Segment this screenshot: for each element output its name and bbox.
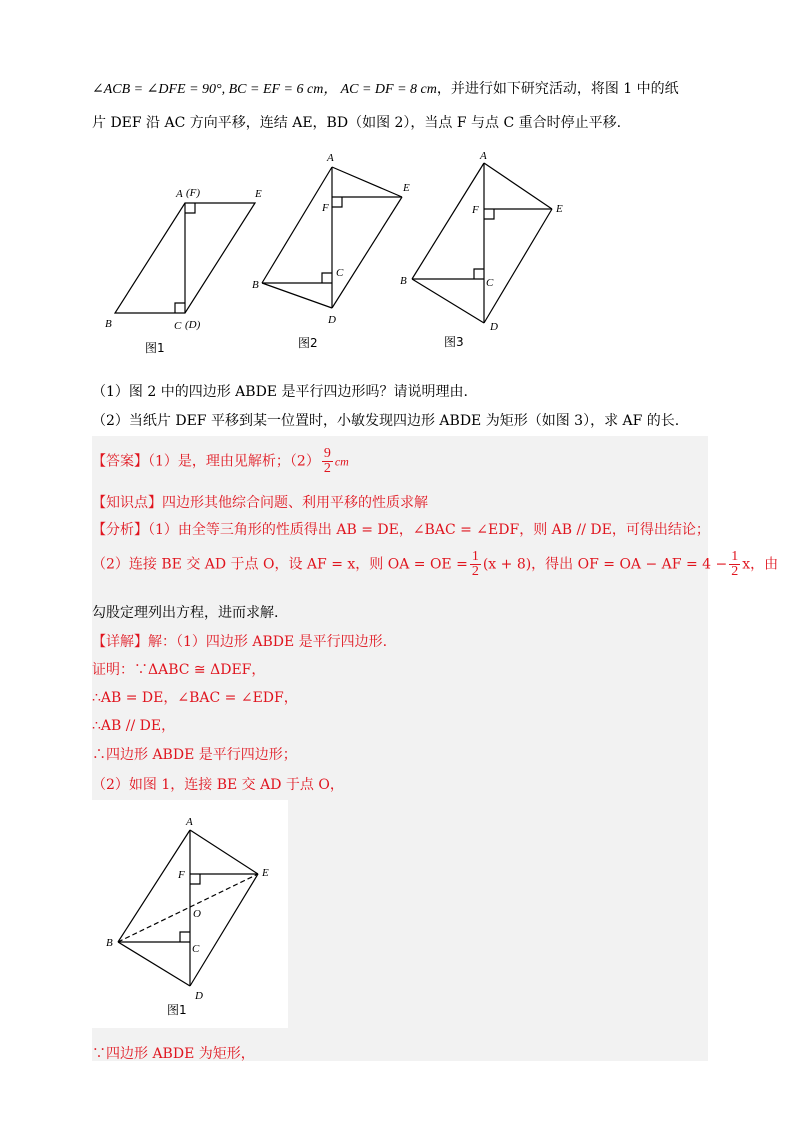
fig2-label-c: C: [336, 267, 344, 279]
figure-2: [262, 167, 402, 308]
solution-figure-box: [92, 800, 288, 1028]
knowledge-line: [92, 492, 428, 512]
analysis-line-3: 勾股定理列出方程，进而求解.: [92, 605, 279, 621]
fig1-label-d: (D): [185, 319, 201, 331]
analysis-frac2-num: 1: [731, 549, 739, 564]
analysis-frac1-num: 1: [471, 549, 479, 564]
detail-line-6: （2）如图 1，连接 BE 交 AD 于点 O，: [92, 777, 344, 793]
fig1-label-a: A: [176, 188, 183, 200]
question-1: （1）图 2 中的四边形 ABDE 是平行四边形吗？请说明理由.: [92, 384, 468, 400]
sol-figure-caption: 图1: [167, 1003, 187, 1017]
sol-label-o: O: [193, 908, 201, 920]
answer-text: （1）是，理由见解析；（2）: [148, 453, 320, 470]
problem-line-2: 片 DEF 沿 AC 方向平移，连结 AE，BD（如图 2），当点 F 与点 C 重合时停止平移.: [92, 115, 622, 131]
detail-line-1-text: 解：（1）四边形 ABDE 是平行四边形.: [148, 634, 388, 650]
answer-frac-den: 2: [323, 461, 331, 476]
analysis-line-1-text: （1）由全等三角形的性质得出 AB = DE，∠BAC = ∠EDF，则 AB // DE，可得出结论；: [148, 522, 710, 538]
problem-line-1: [92, 78, 679, 98]
answer-tag: 【答案】: [92, 453, 148, 470]
answer-unit: cm: [334, 454, 349, 469]
detail-line-3: ∴AB = DE，∠BAC = ∠EDF，: [92, 690, 298, 706]
problem-line-1-text: ，并进行如下研究活动，将图 1 中的纸: [436, 81, 679, 97]
detail-line-2: 证明：∵ΔABC ≅ ΔDEF，: [92, 662, 266, 678]
fig2-label-b: B: [252, 279, 259, 291]
analysis-line-2b: (x + 8)，得出 OF = OA − AF = 4 −: [482, 556, 728, 573]
fig3-label-d: D: [490, 321, 498, 333]
analysis-line-2c: x，由: [742, 556, 779, 573]
fig3-caption: 图3: [444, 335, 464, 349]
detail-line-5: ∴四边形 ABDE 是平行四边形；: [92, 747, 297, 763]
knowledge-text: 四边形其他综合问题、利用平移的性质求解: [162, 495, 428, 511]
sol-label-a: A: [186, 816, 193, 828]
fig1-caption: 图1: [145, 341, 165, 355]
fig1-label-e: E: [255, 188, 262, 200]
analysis-line-1: [92, 519, 710, 539]
fig1-label-f: (F): [186, 187, 201, 199]
analysis-frac2-den: 2: [731, 564, 739, 579]
sol-label-e: E: [262, 867, 269, 879]
fig2-label-e: E: [403, 182, 410, 194]
analysis-tag: 【分析】: [92, 522, 148, 538]
fig2-caption: 图2: [298, 336, 318, 350]
sol-label-c: C: [192, 943, 200, 955]
sol-label-b: B: [106, 937, 113, 949]
fig3-label-b: B: [400, 275, 407, 287]
fig2-label-d: D: [328, 314, 336, 326]
sol-label-f: F: [178, 869, 185, 881]
detail-line-7: ∵四边形 ABDE 为矩形，: [92, 1046, 255, 1062]
fig3-label-f: F: [472, 204, 479, 216]
question-2: （2）当纸片 DEF 平移到某一位置时，小敏发现四边形 ABDE 为矩形（如图 3），求 AF 的长.: [92, 413, 680, 429]
knowledge-tag: 【知识点】: [92, 495, 162, 511]
answer-frac-num: 9: [323, 446, 331, 461]
fig1-label-b: B: [105, 318, 112, 330]
detail-line-4: ∴AB // DE，: [92, 718, 176, 734]
fig2-label-a: A: [327, 152, 334, 164]
fig3-label-c: C: [486, 277, 494, 289]
analysis-line-2a: （2）连接 BE 交 AD 于点 O，设 AF = x，则 OA = OE =: [92, 556, 468, 573]
analysis-line-2: [92, 550, 778, 579]
analysis-fraction-2: [729, 550, 740, 579]
sol-label-d: D: [195, 990, 203, 1002]
analysis-frac1-den: 2: [471, 564, 479, 579]
figure-3: [412, 163, 552, 323]
figures-row: [90, 145, 590, 360]
answer-fraction: [322, 447, 333, 476]
solution-figure: [92, 800, 288, 1028]
detail-line-1: [92, 631, 387, 651]
fig1-label-c: C: [174, 320, 182, 332]
fig3-label-a: A: [480, 150, 487, 162]
answer-line: [92, 447, 349, 476]
fig3-label-e: E: [556, 203, 563, 215]
analysis-fraction-1: [470, 550, 481, 579]
problem-line-1-math: ∠ACB = ∠DFE = 90°, BC = EF = 6 cm， AC = DF = 8 cm: [92, 82, 437, 97]
figure-1: [115, 203, 255, 313]
fig2-label-f: F: [322, 202, 329, 214]
detail-tag: 【详解】: [92, 634, 148, 650]
